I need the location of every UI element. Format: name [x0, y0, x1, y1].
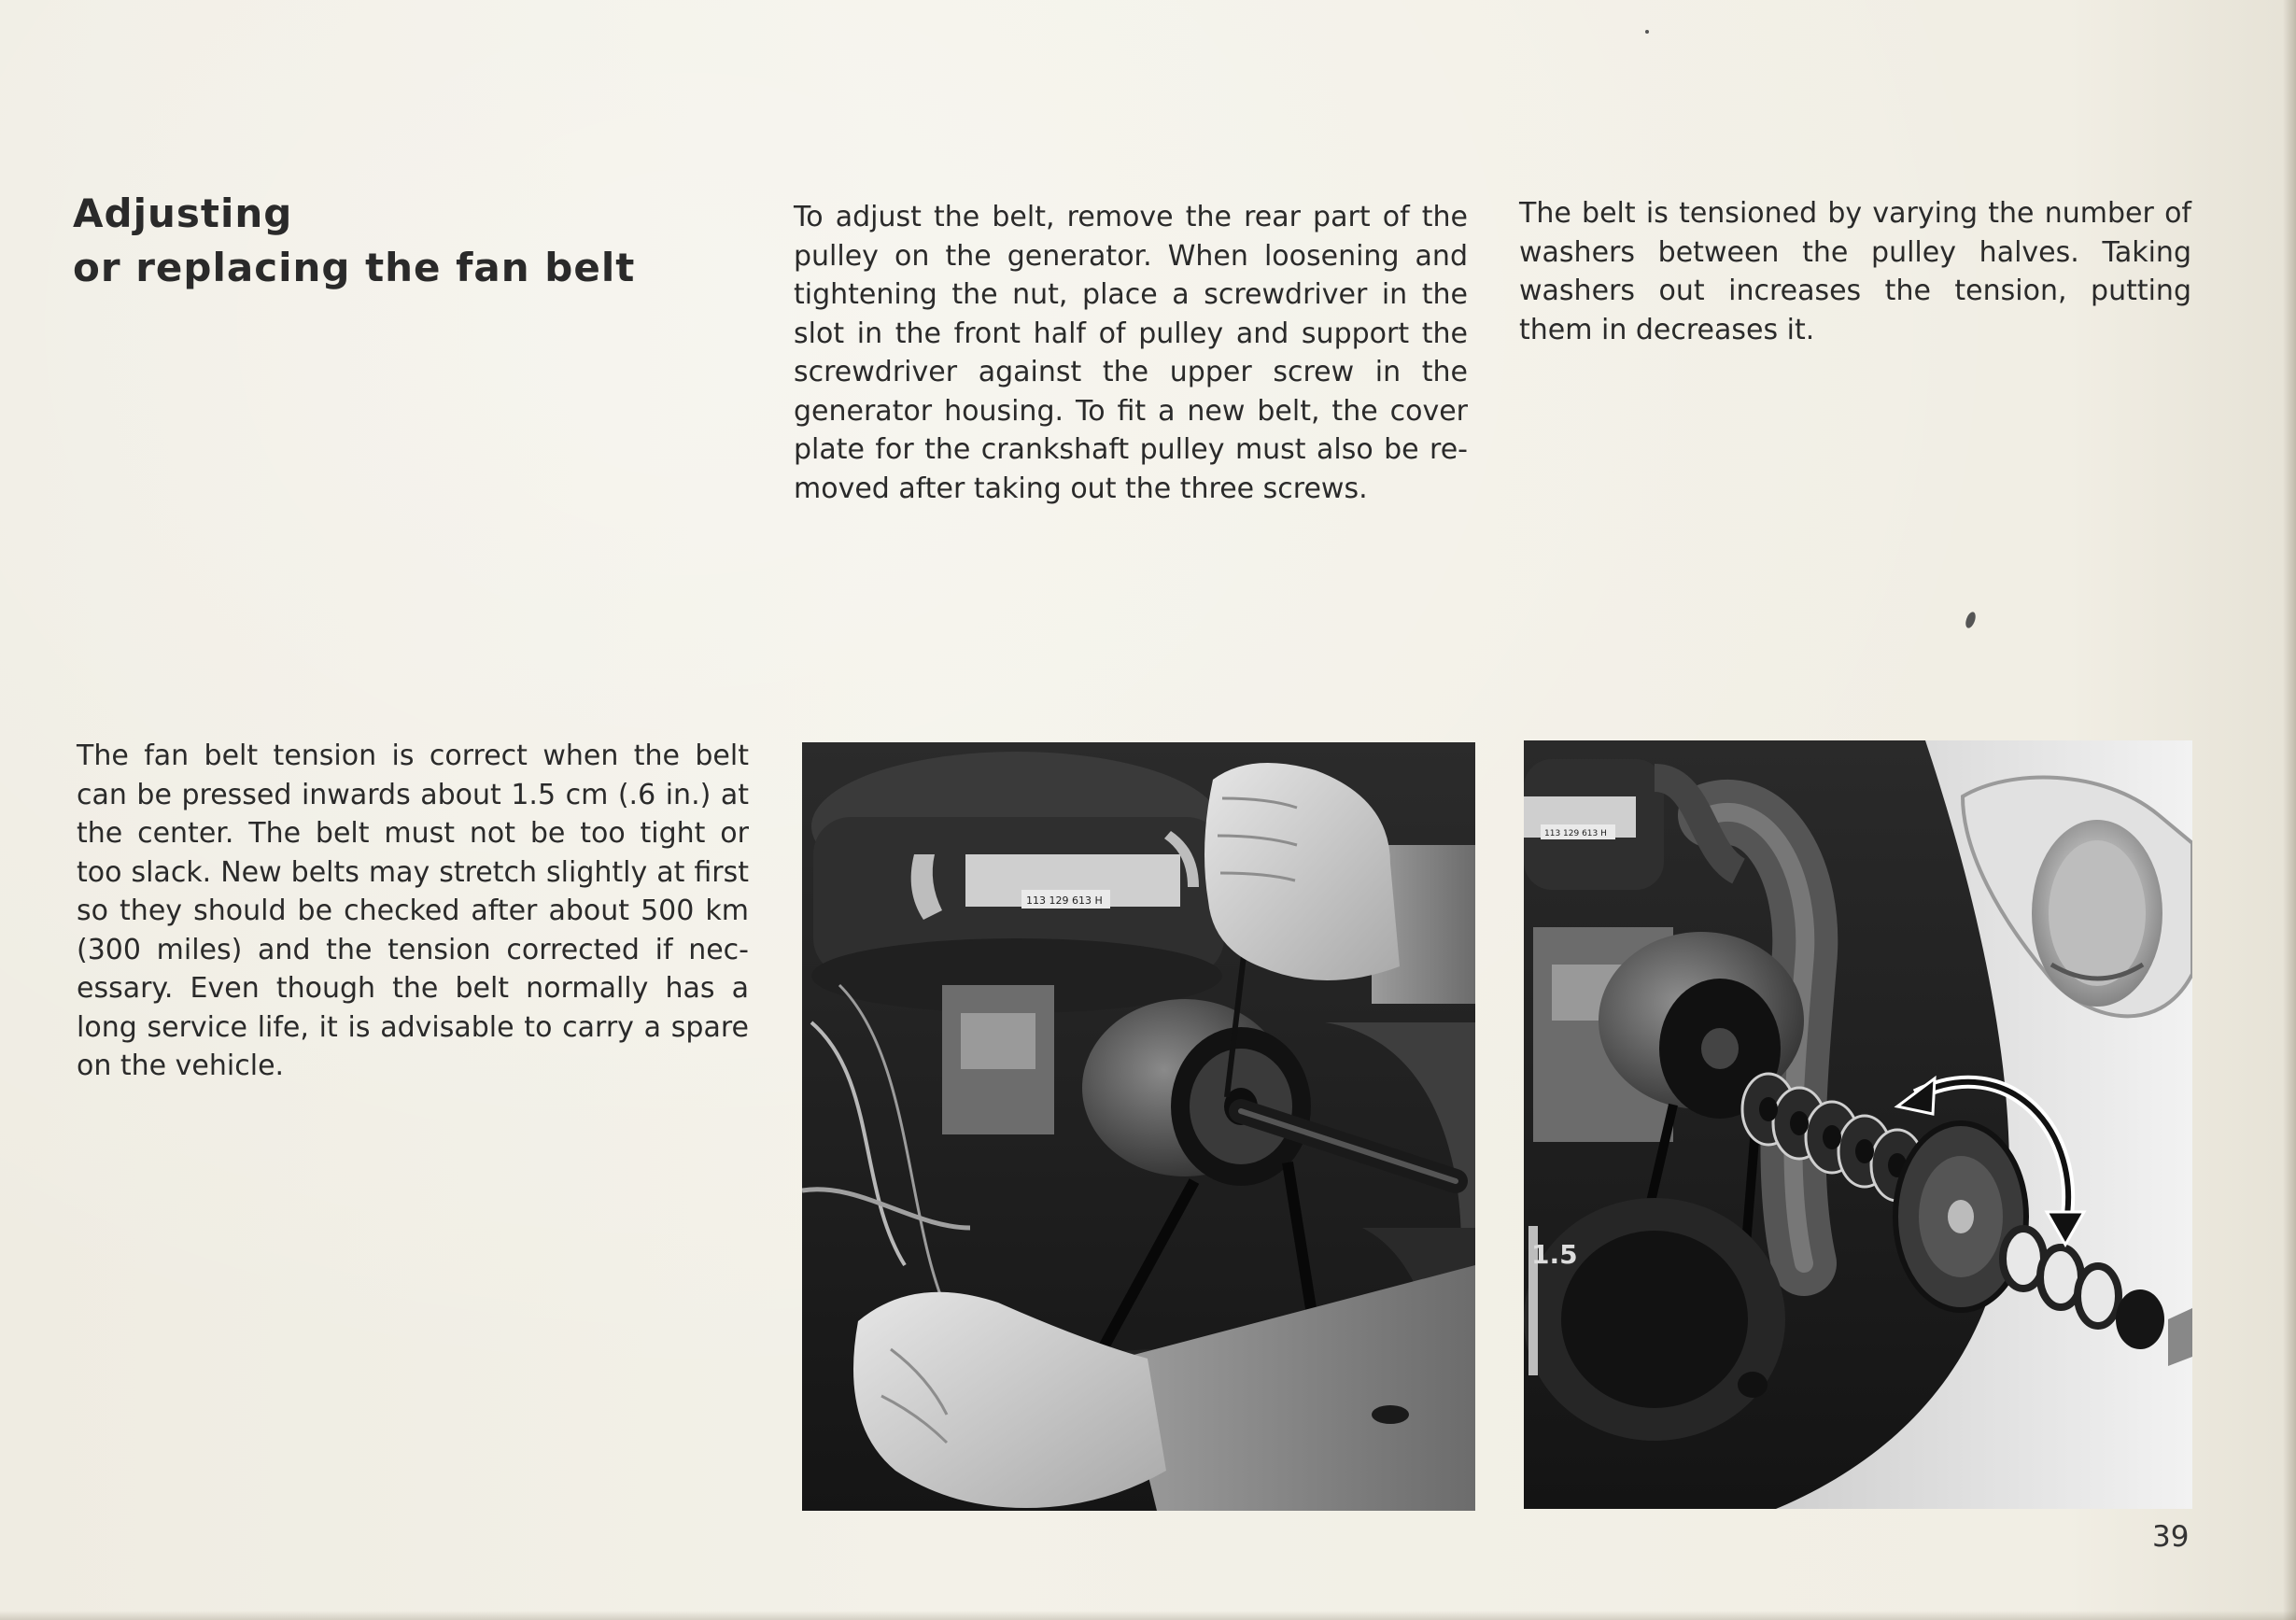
page-bottom-shadow [0, 1611, 2296, 1620]
part-number-label: 113 129 613 H [1026, 895, 1103, 907]
section-title-line1: Adjusting [73, 190, 293, 236]
washer-tension-paragraph: The belt is tensioned by varying the number of washers between the pulley halves. Taking washers out increases the tension, putting them in decreases it. [1519, 197, 2191, 346]
page-number: 39 [2152, 1520, 2190, 1554]
adjust-belt-paragraph: To adjust the belt, remove the rear part of the pulley on the generator. When loosening and tightening the nut, place a screwdriver in the slot in the front half of pulley and support the screwdriver against the upper screw in the generator housing. To fit a new belt, the cover plate for the crankshaft pulley must also be re-moved after taking out the three screws. [794, 201, 1468, 505]
ink-speck [1645, 30, 1649, 34]
tension-check-paragraph: The fan belt tension is correct when the belt can be pressed inwards about 1.5 cm (.6 in.) at the center. The belt must not be too tight or too slack. New belts may stretch slightly at first so they should be checked after about 500 km (300 miles) and the tension corrected if nec-essary. Even though the belt normally has a long service life, it is advisable to carry a spare on the vehicle. [77, 740, 749, 1082]
section-title-line2: or replacing the fan belt [73, 245, 636, 290]
marker-label: 1.5 [1531, 1239, 1578, 1270]
photo-adjusting-pulley [802, 742, 1475, 1511]
part-number-label: 113 129 613 H [1544, 829, 1607, 838]
section-title [73, 187, 635, 295]
ink-speck [1964, 611, 1978, 629]
page-edge-shadow [2283, 0, 2296, 1620]
photo-pulley-washers [1524, 740, 2192, 1509]
